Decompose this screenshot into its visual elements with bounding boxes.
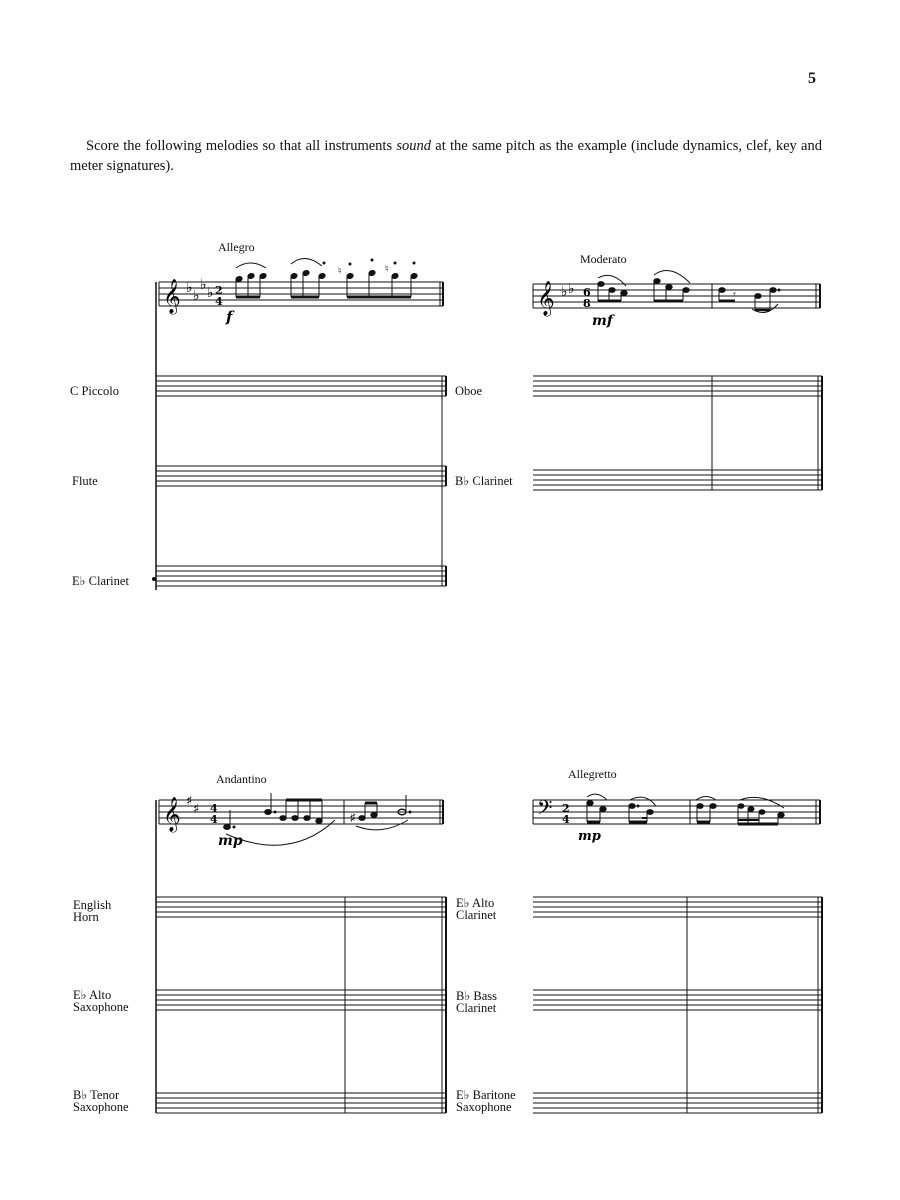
treble-clef-icon: 𝄞 bbox=[163, 797, 181, 832]
key-signature-flats bbox=[561, 281, 575, 300]
bass-clef-icon: 𝄢 bbox=[537, 796, 553, 824]
dynamic-marking: mp bbox=[578, 829, 601, 844]
svg-text:𝄾: 𝄾 bbox=[733, 289, 736, 301]
exercise-3-melody-staff bbox=[159, 800, 443, 824]
time-signature-top: 6 bbox=[583, 286, 591, 299]
time-signature-bottom: 4 bbox=[215, 295, 223, 308]
dynamic-marking: mf bbox=[592, 313, 613, 329]
svg-text:♭: ♭ bbox=[207, 285, 214, 301]
instructions-text-end: at the same pitch as the example (include dynamics, clef, key and meter signatures). bbox=[70, 138, 822, 174]
instructions-emphasis: sound bbox=[396, 138, 432, 154]
svg-text:♮: ♮ bbox=[338, 266, 342, 277]
time-signature-bottom: 4 bbox=[210, 813, 218, 826]
instrument-label-english-horn: English Horn bbox=[73, 898, 112, 924]
svg-text:♮: ♮ bbox=[385, 264, 389, 275]
exercise-1-notes bbox=[235, 258, 418, 297]
stray-mark bbox=[152, 577, 156, 581]
tempo-allegro: Allegro bbox=[218, 240, 255, 254]
time-signature-top: 2 bbox=[562, 802, 570, 815]
treble-clef-icon: 𝄞 bbox=[163, 279, 181, 314]
svg-text:♭: ♭ bbox=[193, 288, 200, 304]
instrument-label-bb-bass-clarinet: B♭ Bass Clarinet bbox=[456, 989, 497, 1015]
instrument-label-eb-alto-saxophone: E♭ Alto Saxophone bbox=[73, 988, 129, 1014]
dynamic-marking: f bbox=[226, 308, 233, 326]
treble-clef-icon: 𝄞 bbox=[537, 281, 555, 316]
key-signature-sharps bbox=[186, 794, 199, 817]
exercise-4-notes bbox=[587, 794, 784, 824]
instructions-text: Score the following melodies so that all instruments bbox=[86, 138, 397, 154]
instrument-label-flute: Flute bbox=[72, 474, 98, 488]
instrument-label-oboe: Oboe bbox=[455, 384, 483, 398]
svg-text:♭: ♭ bbox=[200, 277, 207, 293]
exercise-4-instrument-staves bbox=[533, 897, 822, 1113]
dynamic-marking: mp bbox=[218, 833, 243, 849]
svg-text:♭: ♭ bbox=[561, 284, 568, 300]
exercise-3-instrument-staves bbox=[156, 897, 446, 1113]
svg-text:♯: ♯ bbox=[186, 794, 193, 809]
exercise-3-notes bbox=[224, 793, 411, 845]
instrument-label-eb-baritone-saxophone: E♭ Baritone Saxophone bbox=[456, 1088, 516, 1114]
svg-text:♯: ♯ bbox=[193, 802, 200, 817]
svg-text:♯: ♯ bbox=[350, 812, 356, 824]
page-number: 5 bbox=[808, 70, 816, 87]
time-signature-top: 4 bbox=[210, 802, 218, 815]
instrument-label-bb-tenor-saxophone: B♭ Tenor Saxophone bbox=[73, 1088, 129, 1114]
tempo-andantino: Andantino bbox=[216, 772, 267, 786]
time-signature-top: 2 bbox=[215, 284, 223, 297]
exercise-2-melody-staff bbox=[533, 284, 820, 308]
time-signature-bottom: 8 bbox=[583, 297, 591, 310]
instrument-label-bb-clarinet: B♭ Clarinet bbox=[455, 474, 513, 488]
instrument-label-c-piccolo: C Piccolo bbox=[70, 384, 119, 398]
svg-text:♭: ♭ bbox=[568, 281, 575, 297]
instrument-label-eb-alto-clarinet: E♭ Alto Clarinet bbox=[456, 896, 497, 922]
exercise-2-instrument-staves bbox=[533, 376, 822, 490]
tempo-allegretto: Allegretto bbox=[568, 767, 617, 781]
svg-text:♭: ♭ bbox=[186, 280, 193, 296]
instrument-label-eb-clarinet: E♭ Clarinet bbox=[72, 574, 129, 588]
exercise-2-notes bbox=[598, 271, 780, 313]
tempo-moderato: Moderato bbox=[580, 252, 627, 266]
time-signature-bottom: 4 bbox=[562, 813, 570, 826]
exercise-1-instrument-staves bbox=[156, 376, 446, 586]
